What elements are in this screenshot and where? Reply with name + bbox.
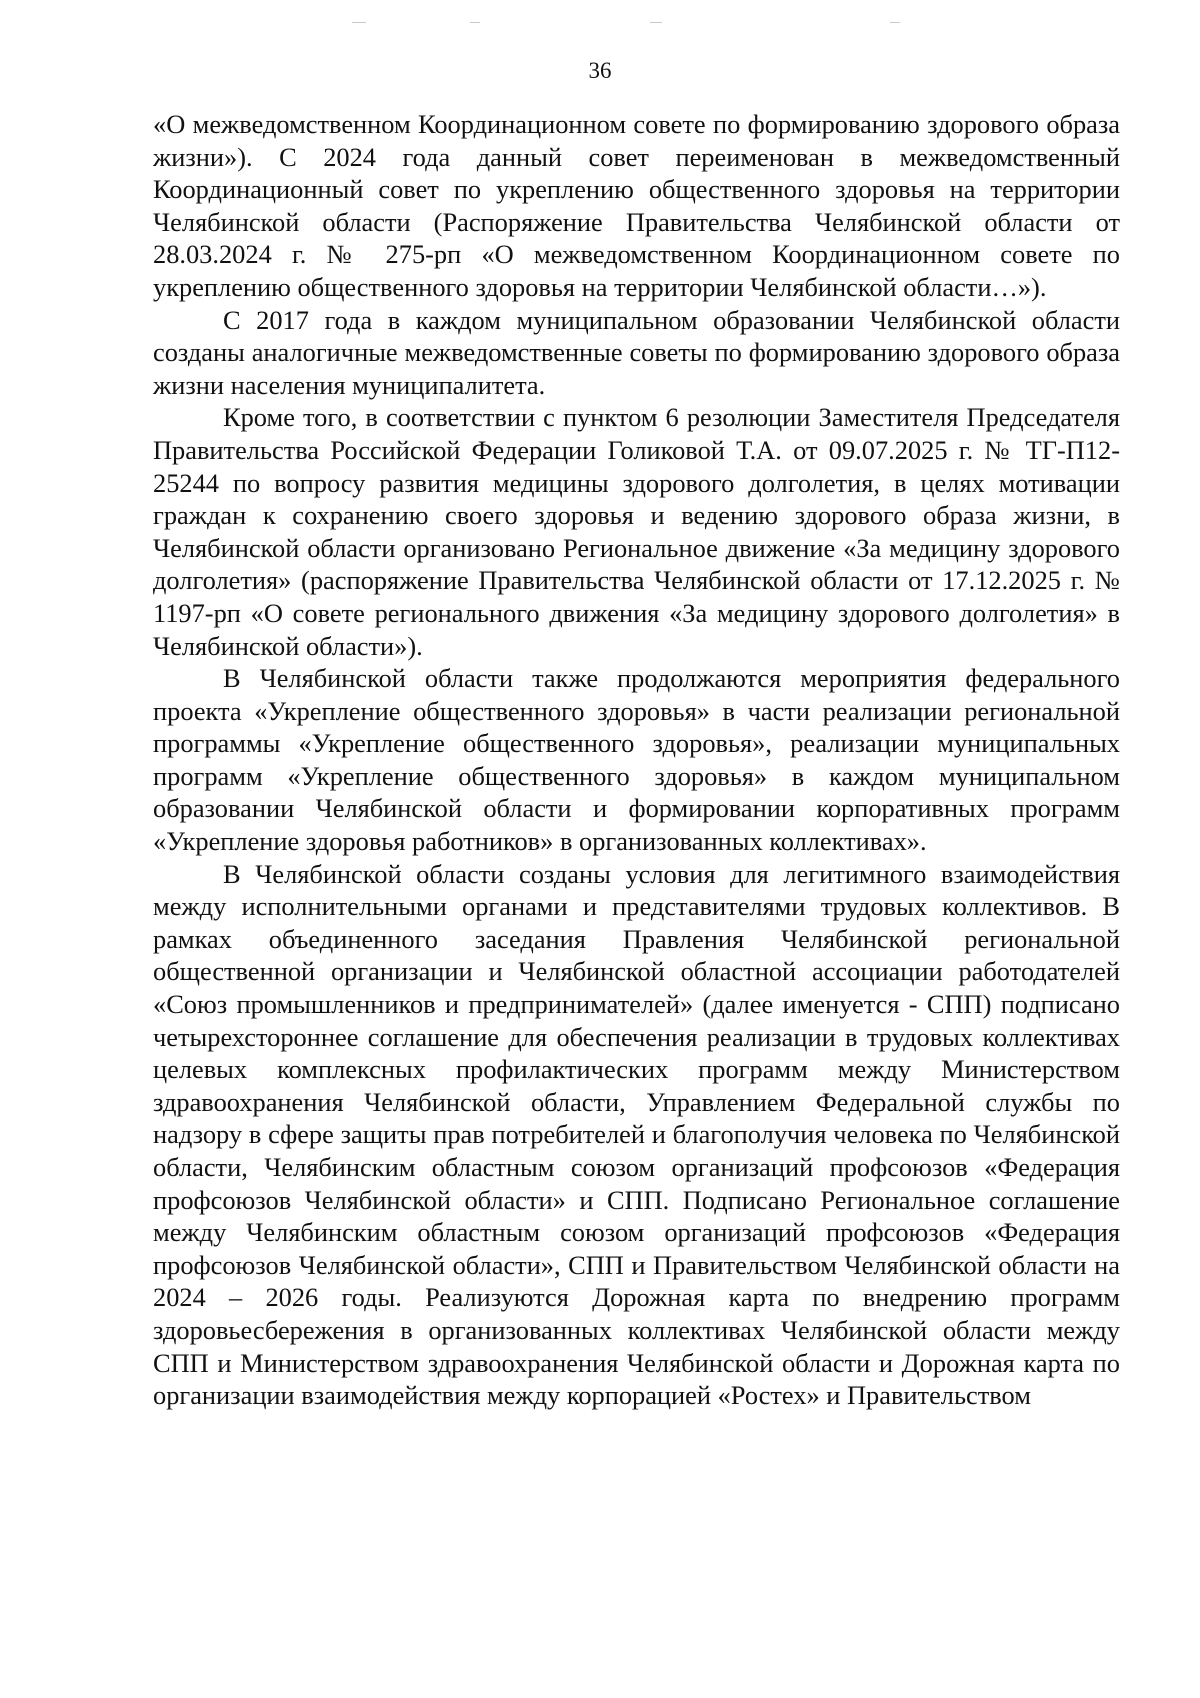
document-body <box>153 108 1120 1412</box>
scan-artifact <box>890 22 900 23</box>
page-number: 36 <box>588 58 612 83</box>
paragraph: В Челябинской области созданы условия для легитимного взаимодействия между исполнительными органами и представителями трудовых коллективов. В рамках объединенного заседания Правления Челябинской региональной общественной организации и Челябинской областной ассоциации работодателей «Союз промышленников и предпринимателей» (далее именуется - СПП) подписано четырехстороннее соглашение для обеспечения реализации в трудовых коллективах целевых комплексных профилактических программ между Министерством здравоохранения Челябинской области, Управлением Федеральной службы по надзору в сфере защиты прав потребителей и благополучия человека по Челябинской области, Челябинским областным союзом организаций профсоюзов «Федерация профсоюзов Челябинской области» и СПП. Подписано Региональное соглашение между Челябинским областным союзом организаций профсоюзов «Федерация профсоюзов Челябинской области», СПП и Правительством Челябинской области на 2024 – 2026 годы. Реализуются Дорожная карта по внедрению программ здоровьесбережения в организованных коллективах Челябинской области между СПП и Министерством здравоохранения Челябинской области и Дорожная карта по организации взаимодействия между корпорацией «Ростех» и Правительством <box>153 858 1120 1411</box>
scan-artifact <box>470 22 480 23</box>
paragraph: С 2017 года в каждом муниципальном образовании Челябинской области созданы аналогичные межведомственные советы по формированию здорового образа жизни населения муниципалитета. <box>153 304 1120 400</box>
paragraph: «О межведомственном Координационном совете по формированию здорового образа жизни»). С 2024 года данный совет переименован в межведомственный Координационный совет по укреплению общественного здоровья на территории Челябинской области (Распоряжение Правительства Челябинской области от 28.03.2024 г. № 275-рп «О межведомственном Координационном совете по укреплению общественного здоровья на территории Челябинской области…»). <box>153 109 1120 302</box>
scan-artifact <box>650 22 662 23</box>
paragraph: В Челябинской области также продолжаются мероприятия федерального проекта «Укрепление общественного здоровья» в части реализации региональной программы «Укрепление общественного здоровья», реализации муниципальных программ «Укрепление общественного здоровья» в каждом муниципальном образовании Челябинской области и формировании корпоративных программ «Укрепление здоровья работников» в организованных коллективах». <box>153 663 1120 857</box>
paragraph: Кроме того, в соответствии с пунктом 6 резолюции Заместителя Председателя Правительства Российской Федерации Голиковой Т.А. от 09.07.2025 г. № ТГ-П12-25244 по вопросу развития медицины здорового долголетия, в целях мотивации граждан к сохранению своего здоровья и ведению здорового образа жизни, в Челябинской области организовано Региональное движение «За медицину здорового долголетия» (распоряжение Правительства Челябинской области от 17.12.2025 г. № 1197-рп «О совете регионального движения «За медицину здорового долголетия» в Челябинской области»). <box>153 402 1120 661</box>
scan-artifact <box>352 22 366 23</box>
